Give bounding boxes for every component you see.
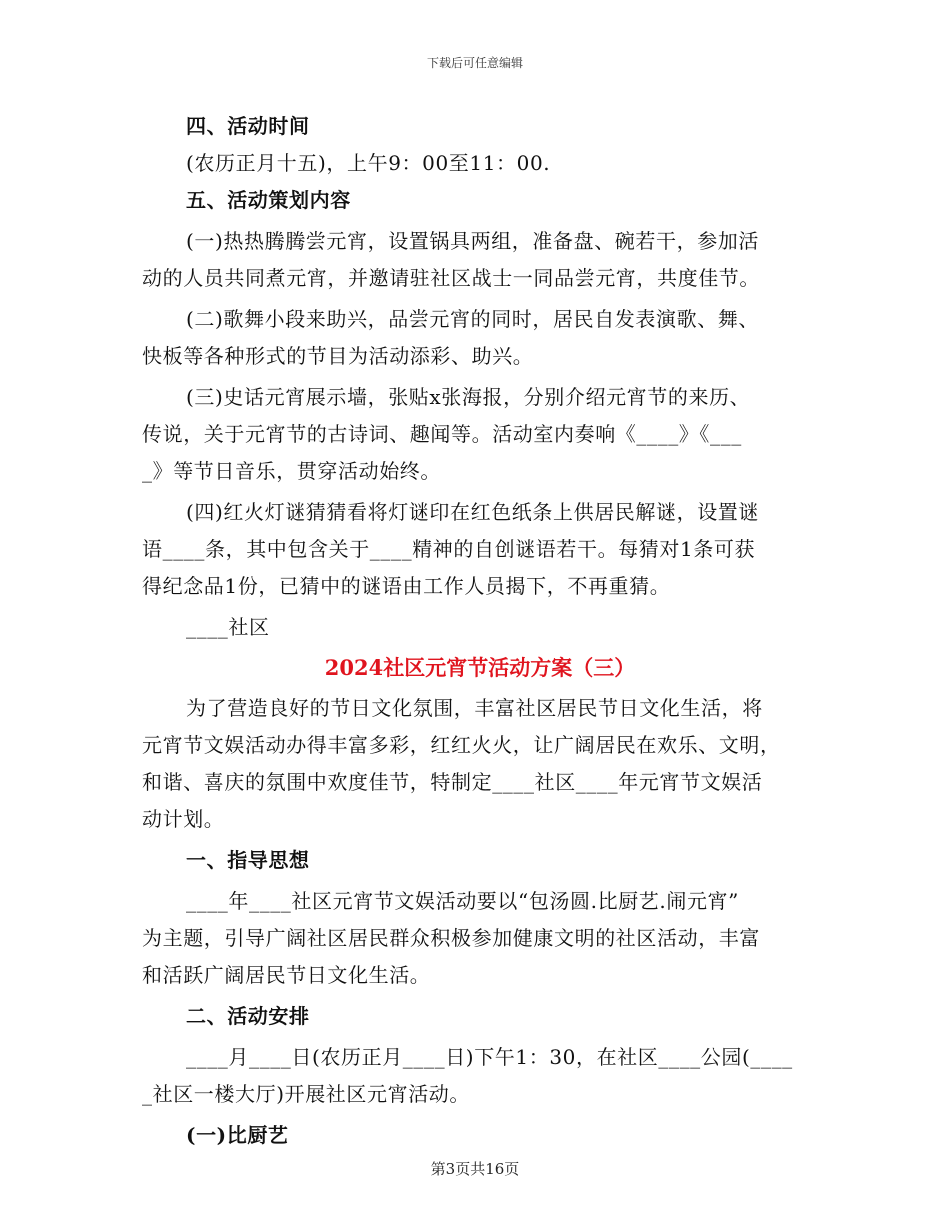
section-heading-guidance: 一、指导思想 bbox=[186, 848, 310, 872]
paragraph-line: 动计划。 bbox=[142, 807, 225, 831]
paragraph-line: 得纪念品1份，已猜中的谜语由工作人员揭下，不再重猜。 bbox=[142, 574, 671, 598]
section-heading-arrangement: 二、活动安排 bbox=[186, 1004, 310, 1028]
paragraph-line: (一)热热腾腾尝元宵，设置锅具两组，准备盘、碗若干，参加活 bbox=[186, 229, 760, 253]
paragraph-line: (三)史话元宵展示墙，张贴x张海报，分别介绍元宵节的来历、 bbox=[186, 385, 751, 409]
paragraph-line: 传说，关于元宵节的古诗词、趣闻等。活动室内奏响《____》《___ bbox=[142, 422, 742, 446]
page-footer: 第3页共16页 bbox=[430, 1160, 520, 1178]
paragraph-line: _社区一楼大厅)开展社区元宵活动。 bbox=[142, 1082, 471, 1106]
paragraph-line: 语____条，其中包含关于____精神的自创谜语若干。每猜对1条可获 bbox=[142, 537, 756, 561]
paragraph-line: (农历正月十五)，上午9：00至11：00. bbox=[186, 151, 551, 175]
signature-line: ____社区 bbox=[186, 615, 270, 639]
paragraph-line: _》等节日音乐，贯穿活动始终。 bbox=[142, 459, 441, 483]
paragraph-line: 为主题，引导广阔社区居民群众积极参加健康文明的社区活动，丰富 bbox=[142, 926, 760, 950]
paragraph-line: 元宵节文娱活动办得丰富多彩，红红火火，让广阔居民在欢乐、文明， bbox=[142, 733, 781, 757]
header-note: 下载后可任意编辑 bbox=[426, 56, 523, 70]
paragraph-line: ____月____日(农历正月____日)下午1：30，在社区____公园(____ bbox=[186, 1045, 793, 1069]
paragraph-line: 动的人员共同煮元宵，并邀请驻社区战士一同品尝元宵，共度佳节。 bbox=[142, 266, 760, 290]
paragraph-line: (四)红火灯谜猜猜看将灯谜印在红色纸条上供居民解谜，设置谜 bbox=[186, 500, 760, 524]
paragraph-line: 和谐、喜庆的氛围中欢度佳节，特制定____社区____年元宵节文娱活 bbox=[142, 770, 763, 794]
paragraph-line: 快板等各种形式的节目为活动添彩、助兴。 bbox=[142, 344, 534, 368]
paragraph-line: (二)歌舞小段来助兴，品尝元宵的同时，居民自发表演歌、舞、 bbox=[186, 307, 760, 331]
subsection-heading-cooking: (一)比厨艺 bbox=[186, 1123, 289, 1147]
paragraph-line: 和活跃广阔居民节日文化生活。 bbox=[142, 963, 431, 987]
section-heading-content: 五、活动策划内容 bbox=[186, 188, 351, 212]
paragraph-line: 为了营造良好的节日文化氛围，丰富社区居民节日文化生活，将 bbox=[186, 696, 763, 720]
document-title: 2024社区元宵节活动方案（三） bbox=[324, 655, 636, 680]
paragraph-line: ____年____社区元宵节文娱活动要以“包汤圆.比厨艺.闹元宵” bbox=[186, 889, 739, 913]
section-heading-time: 四、活动时间 bbox=[186, 114, 310, 138]
document-body bbox=[142, 108, 810, 1154]
